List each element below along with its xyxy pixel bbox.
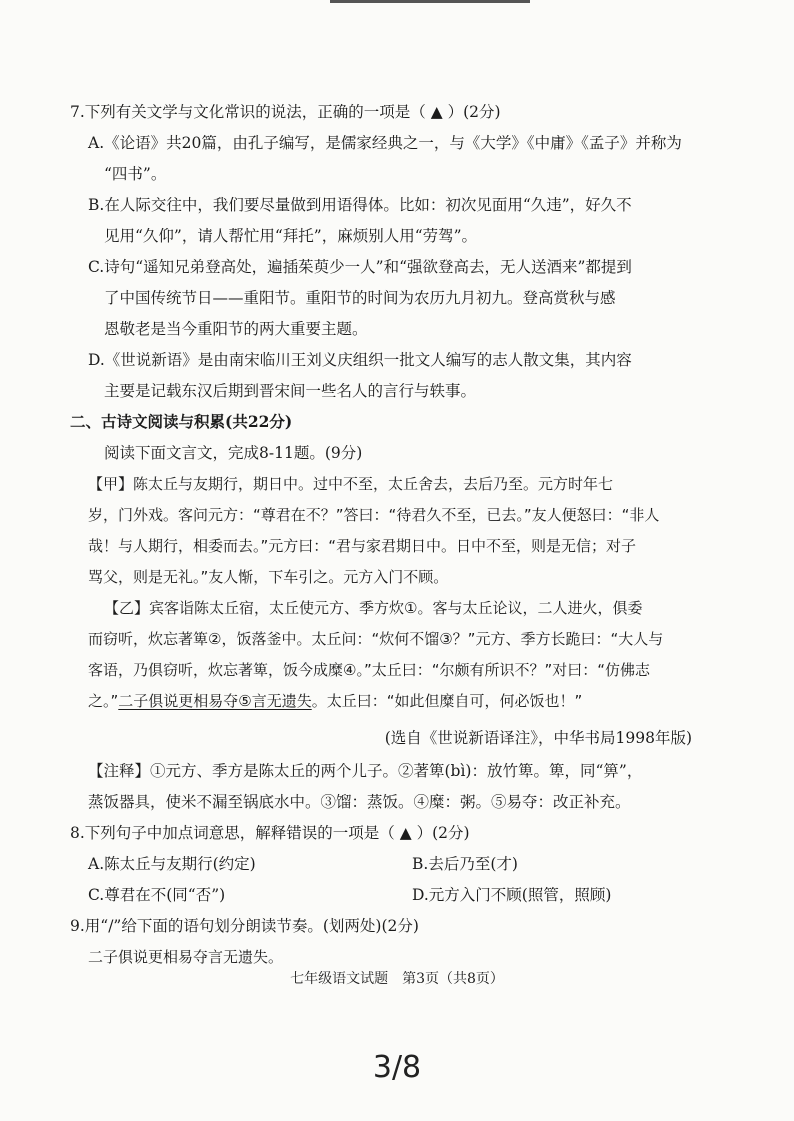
q7-option-b-line1: B.在人际交往中，我们要尽量做到用语得体。比如：初次见面用“久违”，好久不 bbox=[88, 196, 632, 214]
q8-option-c: C.尊君在不(同“否”) bbox=[88, 886, 226, 904]
passage-jia-line1: 【甲】陈太丘与友期行，期日中。过中不至，太丘舍去，去后乃至。元方时年七 bbox=[88, 475, 614, 493]
q8-option-b: B.去后乃至(才) bbox=[412, 855, 518, 873]
q8-option-a: A.陈太丘与友期行(约定) bbox=[88, 855, 256, 873]
q8-stem: 8.下列句子中加点词意思，解释错误的一项是（ ▲ ）(2分) bbox=[70, 824, 470, 842]
q7-option-a-line2: “四书”。 bbox=[104, 165, 167, 183]
passage-yi-line4-start: 之。” bbox=[88, 692, 119, 710]
q9-stem: 9.用“/”给下面的语句划分朗读节奏。(划两处)(2分) bbox=[70, 917, 419, 935]
q7-option-d-line1: D.《世说新语》是由南宋临川王刘义庆组织一批文人编写的志人散文集，其内容 bbox=[88, 351, 632, 369]
section-heading: 二、古诗文阅读与积累(共22分) bbox=[70, 412, 293, 431]
q7-stem: 7.下列有关文学与文化常识的说法，正确的一项是（ ▲ ）(2分) bbox=[70, 103, 501, 121]
source-citation: (选自《世说新语译注》，中华书局1998年版) bbox=[384, 729, 692, 747]
q8-option-d: D.元方入门不顾(照管，照顾) bbox=[412, 886, 612, 904]
passage-yi-line1: 【乙】宾客诣陈太丘宿，太丘使元方、季方炊①。客与太丘论议，二人进火，俱委 bbox=[104, 599, 643, 617]
passage-yi-line2: 而窃听，炊忘著箄②，饭落釜中。太丘问：“炊何不馏③？”元方、季方长跪曰：“大人与 bbox=[88, 630, 664, 648]
underlined-sentence: 二子俱说更相易夺⑤言无遗失 bbox=[118, 692, 312, 710]
notes-line1: 【注释】①元方、季方是陈太丘的两个儿子。②著箄(bì)：放竹箄。箄，同“箅”， bbox=[88, 762, 643, 780]
section-intro: 阅读下面文言文，完成8-11题。(9分) bbox=[104, 444, 363, 462]
q7-option-c-line3: 恩敬老是当今重阳节的两大重要主题。 bbox=[104, 320, 368, 338]
q7-option-c-line1: C.诗句“遥知兄弟登高处，遍插茱萸少一人”和“强欲登高去，无人送酒来”都提到 bbox=[88, 258, 632, 276]
q7-option-d-line2: 主要是记载东汉后期到晋宋间一些名人的言行与轶事。 bbox=[104, 382, 477, 400]
passage-jia-line4: 骂父，则是无礼。”友人惭，下车引之。元方入门不顾。 bbox=[88, 568, 449, 586]
top-rule bbox=[330, 0, 530, 3]
q7-option-a-line1: A.《论语》共20篇，由孔子编写，是儒家经典之一，与《大学》《中庸》《孟子》并称为 bbox=[88, 134, 682, 152]
passage-yi-line4-end: 。太丘曰：“如此但糜自可，何必饭也！” bbox=[311, 692, 583, 710]
q7-option-c-line2: 了中国传统节日——重阳节。重阳节的时间为农历九月初九。登高赏秋与感 bbox=[104, 289, 616, 307]
page-footer: 七年级语文试题 第3页（共8页） bbox=[290, 971, 504, 987]
page-indicator: 3/8 bbox=[372, 1050, 422, 1085]
q7-option-b-line2: 见用“久仰”，请人帮忙用“拜托”，麻烦别人用“劳驾”。 bbox=[104, 227, 478, 245]
q9-sentence: 二子俱说更相易夺言无遗失。 bbox=[88, 948, 284, 966]
passage-jia-line2: 岁，门外戏。客问元方：“尊君在不？”答曰：“待君久不至，已去。”友人便怒曰：“非人 bbox=[88, 506, 660, 524]
passage-yi-line3: 客语，乃俱窃听，炊忘著箄，饭今成糜④。”太丘曰：“尔颇有所识不？”对曰：“仿佛志 bbox=[88, 661, 651, 679]
passage-jia-line3: 哉！与人期行，相委而去。”元方曰：“君与家君期日中。日中不至，则是无信；对子 bbox=[88, 537, 637, 555]
notes-line2: 蒸饭器具，使米不漏至锅底水中。③馏：蒸饭。④糜：粥。⑤易夺：改正补充。 bbox=[88, 793, 631, 811]
passage-yi-line4 bbox=[88, 689, 582, 713]
